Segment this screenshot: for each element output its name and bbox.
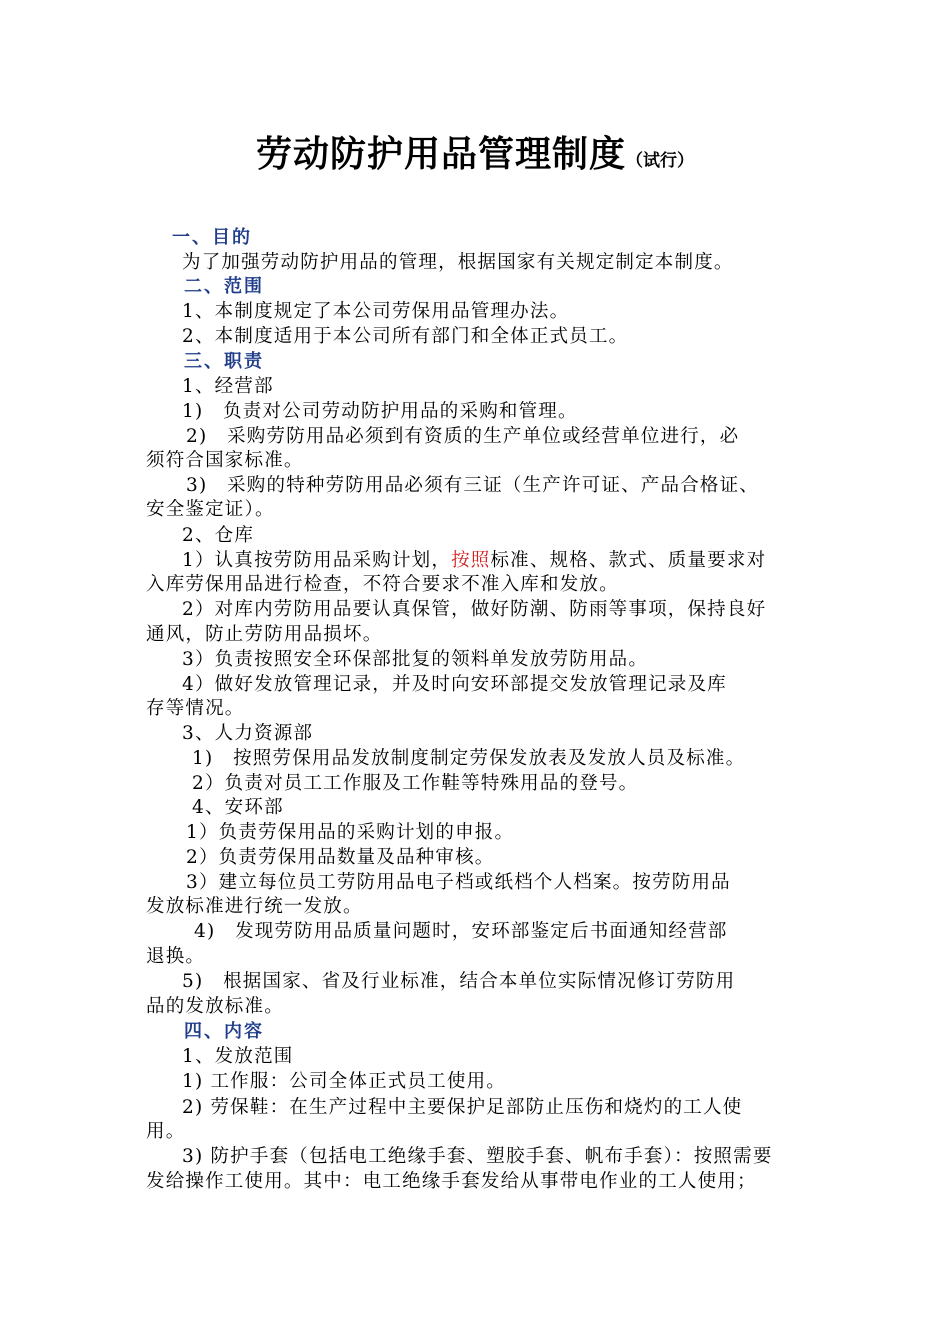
text-run: 1）认真按劳防用品采购计划， — [182, 550, 452, 571]
subheading: 4、安环部 — [192, 797, 284, 818]
paragraph: 1) 按照劳保用品发放制度制定劳保发放表及发放人员及标准。 — [192, 748, 746, 769]
paragraph: 3) 防护手套（包括电工绝缘手套、塑胶手套、帆布手套）：按照需要 — [182, 1146, 773, 1167]
paragraph: 发给操作工使用。其中：电工绝缘手套发给从事带电作业的工人使用； — [146, 1171, 757, 1192]
paragraph: 入库劳保用品进行检查，不符合要求不准入库和发放。 — [146, 574, 619, 595]
paragraph: 3）负责按照安全环保部批复的领料单发放劳防用品。 — [182, 649, 649, 670]
paragraph: 4）做好发放管理记录，并及时向安环部提交发放管理记录及库 — [182, 674, 727, 695]
paragraph: 须符合国家标准。 — [146, 450, 304, 471]
paragraph: 通风，防止劳防用品损坏。 — [146, 624, 383, 645]
paragraph — [182, 549, 766, 573]
paragraph: 退换。 — [146, 946, 206, 967]
title-suffix: （试行） — [626, 151, 694, 171]
heading-scope: 二、范围 — [184, 276, 264, 297]
paragraph: 1）负责劳保用品的采购计划的申报。 — [186, 822, 515, 843]
paragraph: 存等情况。 — [146, 698, 245, 719]
paragraph: 1、本制度规定了本公司劳保用品管理办法。 — [182, 301, 570, 322]
paragraph: 2、本制度适用于本公司所有部门和全体正式员工。 — [182, 326, 629, 347]
paragraph: 3) 采购的特种劳防用品必须有三证（生产许可证、产品合格证、 — [186, 475, 759, 496]
paragraph: 2）对库内劳防用品要认真保管，做好防潮、防雨等事项，保持良好 — [182, 599, 767, 620]
title-main: 劳动防护用品管理制度 — [255, 134, 626, 175]
paragraph: 为了加强劳动防护用品的管理，根据国家有关规定制定本制度。 — [182, 252, 734, 273]
subheading: 3、人力资源部 — [182, 723, 314, 744]
paragraph: 1) 负责对公司劳动防护用品的采购和管理。 — [182, 401, 578, 422]
subheading: 1、发放范围 — [182, 1046, 294, 1067]
text-run: 标准、规格、款式、质量要求对 — [490, 550, 767, 571]
paragraph: 2) 劳保鞋：在生产过程中主要保护足部防止压伤和烧灼的工人使 — [182, 1097, 743, 1118]
paragraph: 2）负责劳保用品数量及品种审核。 — [186, 847, 495, 868]
heading-duties: 三、职责 — [184, 351, 264, 372]
paragraph: 3）建立每位员工劳防用品电子档或纸档个人档案。按劳防用品 — [186, 872, 731, 893]
paragraph: 用。 — [146, 1121, 186, 1142]
paragraph: 4) 发现劳防用品质量问题时，安环部鉴定后书面通知经营部 — [194, 921, 728, 942]
paragraph: 2) 采购劳防用品必须到有资质的生产单位或经营单位进行，必 — [186, 426, 740, 447]
paragraph: 发放标准进行统一发放。 — [146, 896, 363, 917]
subheading: 1、经营部 — [182, 376, 274, 397]
highlighted-text: 按照 — [451, 550, 491, 571]
paragraph: 品的发放标准。 — [146, 996, 284, 1017]
paragraph: 5) 根据国家、省及行业标准，结合本单位实际情况修订劳防用 — [182, 971, 736, 992]
paragraph: 2）负责对员工工作服及工作鞋等特殊用品的登号。 — [192, 773, 639, 794]
heading-purpose: 一、目的 — [172, 227, 252, 248]
subheading: 2、仓库 — [182, 525, 255, 546]
heading-content: 四、内容 — [184, 1021, 264, 1042]
paragraph: 安全鉴定证）。 — [146, 499, 275, 520]
paragraph: 1) 工作服：公司全体正式员工使用。 — [182, 1071, 506, 1092]
document-title — [0, 126, 950, 177]
